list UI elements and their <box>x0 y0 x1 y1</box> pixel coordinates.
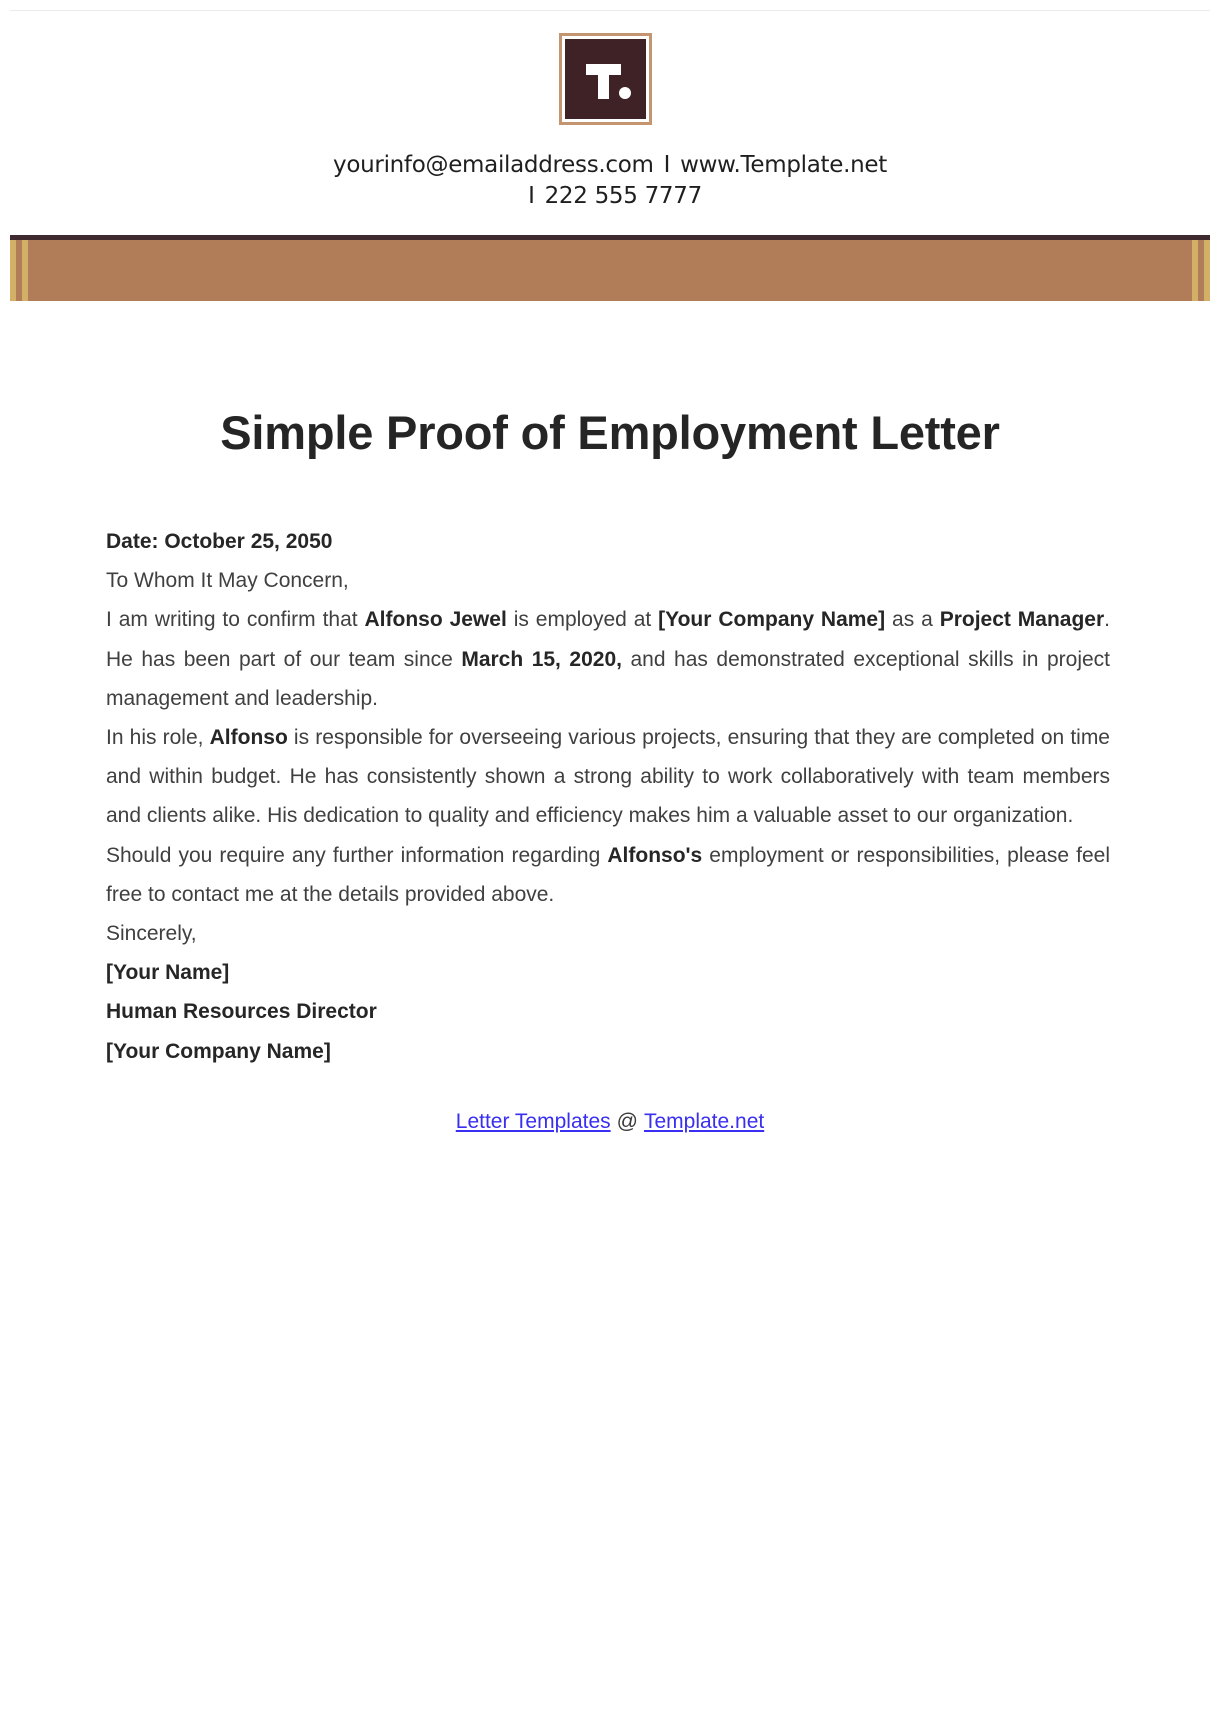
template-net-link[interactable]: Template.net <box>643 1110 765 1133</box>
date-line: Date: October 25, 2050 <box>106 530 333 553</box>
letter-body <box>106 522 1110 1071</box>
letter-templates-link[interactable]: Letter Templates <box>455 1110 611 1133</box>
employee-name: Alfonso Jewel <box>364 608 507 632</box>
signature-title: Human Resources Director <box>106 1000 377 1024</box>
contact-phone: 222 555 7777 <box>544 183 702 209</box>
paragraph-confirmation: I am writing to confirm that Alfonso Jewel is employed at [Your Company Name] as a Project Manager. He has been part of our team since March 15, 2020, and has demonstrated exceptional skills in project management and leadership. <box>106 608 1111 710</box>
banner-stripe <box>22 240 28 301</box>
separator: I <box>663 152 671 178</box>
signature-company: [Your Company Name] <box>106 1039 331 1063</box>
employee-first-name: Alfonso <box>209 726 288 750</box>
paragraph-role: In his role, Alfonso is responsible for overseeing various projects, ensuring that they are completed on time and within budget. He has consistently shown a strong ability to work collaboratively with team members and clients alike. His dedication to quality and efficiency makes him a valuable asset to our organization. <box>106 726 1110 828</box>
footer-links <box>0 1110 1220 1134</box>
banner-stripe <box>1192 240 1198 301</box>
employee-possessive: Alfonso's <box>607 843 703 867</box>
document-title: Simple Proof of Employment Letter <box>220 406 1000 459</box>
signature-name: [Your Name] <box>106 961 230 985</box>
contact-email: yourinfo@emailaddress.com <box>333 152 654 178</box>
contact-website: www.Template.net <box>680 152 887 178</box>
start-date: March 15, 2020, <box>461 647 622 671</box>
contact-info <box>0 150 1220 212</box>
separator: I <box>528 183 535 209</box>
company-name: [Your Company Name] <box>658 608 886 632</box>
paragraph-contact: Should you require any further information regarding Alfonso's employment or responsibilities, please feel free to contact me at the details provided above. <box>106 843 1110 906</box>
salutation: To Whom It May Concern, <box>106 569 349 593</box>
company-logo <box>559 33 652 125</box>
logo-t-icon <box>565 39 646 119</box>
banner-stripe <box>10 240 16 301</box>
job-title: Project Manager <box>939 608 1105 632</box>
banner-stripe <box>1204 240 1210 301</box>
header-banner <box>10 235 1210 301</box>
top-divider <box>10 10 1210 11</box>
at-symbol: @ <box>616 1110 638 1133</box>
closing: Sincerely, <box>106 922 197 946</box>
